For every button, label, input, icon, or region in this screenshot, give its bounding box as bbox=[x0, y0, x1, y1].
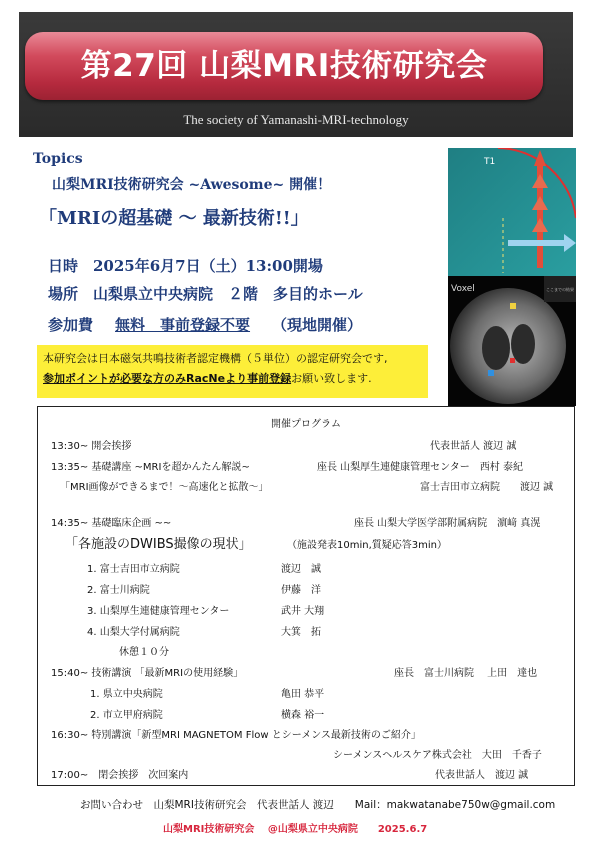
event-date: 日時 2025年6月7日（土）13:00開場 bbox=[48, 257, 323, 275]
footer-organizer: 山梨MRI技術研究会 @山梨県立中央病院 2025.6.7 bbox=[163, 824, 428, 835]
program-session-note: （施設発表10min,質疑応答3min） bbox=[287, 540, 447, 551]
notice-line1: 本研究会は日本磁気共鳴技術者認定機構（５単位）の認定研究会です, bbox=[43, 352, 388, 365]
program-presenter: 渡辺 誠 bbox=[281, 564, 321, 575]
program-speaker: 代表世話人 渡辺 誠 bbox=[435, 770, 529, 781]
notice-box bbox=[37, 345, 428, 398]
program-speaker: 富士吉田市立病院 渡辺 誠 bbox=[420, 482, 554, 493]
program-item: 13:30~ 開会挨拶 bbox=[51, 441, 132, 452]
mri-illustration bbox=[448, 148, 576, 406]
notice-request: お願い致します. bbox=[291, 372, 372, 385]
program-item: 17:00~ 閉会挨拶 次回案内 bbox=[51, 770, 189, 781]
fee-note: （現地開催） bbox=[272, 316, 363, 334]
fee-free: 無料 事前登録不要 bbox=[115, 316, 251, 334]
program-speaker: 代表世話人 渡辺 誠 bbox=[430, 441, 517, 452]
program-presenter: 亀田 恭平 bbox=[281, 689, 325, 700]
program-presenter-org: 1. 富士吉田市立病院 bbox=[87, 564, 180, 575]
program-box bbox=[37, 406, 575, 786]
mri-image-collage bbox=[448, 148, 576, 406]
program-presenter: 大箕 拓 bbox=[281, 627, 321, 638]
topics-label: Topics bbox=[33, 151, 83, 167]
footer-contact: お問い合わせ 山梨MRI技術研究会 代表世話人 渡辺 Mail：makwatanabe750w@gmail.com bbox=[80, 799, 556, 811]
program-chair: 座長 富士川病院 上田 達也 bbox=[394, 668, 538, 679]
small-image-label: ここまでの結果 bbox=[546, 287, 574, 292]
program-presenter-org: 3. 山梨厚生連健康管理センター bbox=[87, 606, 230, 617]
event-place: 場所 山梨県立中央病院 ２階 多目的ホール bbox=[48, 285, 363, 303]
program-item: 13:35~ 基礎講座 ~MRIを超かんたん解説~ bbox=[51, 462, 250, 473]
program-presenter-org: 2. 富士川病院 bbox=[87, 585, 150, 596]
t1-panel bbox=[448, 148, 576, 276]
program-presenter: 横森 裕一 bbox=[281, 710, 325, 721]
program-item: 14:35~ 基礎臨床企画 ~~ bbox=[51, 518, 172, 529]
program-item: 16:30~ 特別講演「新型MRI MAGNETOM Flow とシーメンス最新技術のご紹介」 bbox=[51, 730, 421, 741]
page-subtitle: The society of Yamanashi-MRI-technology bbox=[183, 112, 409, 127]
voxel-label: Voxel bbox=[451, 284, 475, 294]
program-presenter: 伊藤 洋 bbox=[281, 585, 321, 596]
notice-line2 bbox=[43, 369, 428, 389]
program-item: 15:40~ 技術講演 「最新MRIの使用経験」 bbox=[51, 668, 244, 679]
program-heading: 開催プログラム bbox=[271, 419, 341, 430]
notice-registration: 参加ポイントが必要な方のみRacNeより事前登録 bbox=[43, 372, 292, 385]
program-chair: 座長 山梨大学医学部附属病院 濵﨑 真滉 bbox=[354, 518, 541, 529]
page-title: 第27回 山梨MRI技術研究会 bbox=[80, 48, 488, 84]
t1-label: T1 bbox=[484, 157, 496, 167]
topics-line2: 「MRIの超基礎 〜 最新技術!!」 bbox=[39, 208, 309, 229]
program-session-title: 「各施設のDWIBS撮像の現状」 bbox=[65, 537, 252, 552]
program-presenter: 武井 大翔 bbox=[281, 606, 325, 617]
program-chair: 座長 山梨厚生連健康管理センター 西村 泰紀 bbox=[317, 462, 523, 473]
program-presenter-org: 2. 市立甲府病院 bbox=[90, 710, 163, 721]
program-presenter-org: 4. 山梨大学付属病院 bbox=[87, 627, 180, 638]
topics-line1: 山梨MRI技術研究会 ~Awesome~ 開催！ bbox=[52, 177, 332, 193]
program-speaker: シーメンスヘルスケア株式会社 大田 千香子 bbox=[333, 750, 542, 761]
fee-label: 参加費 bbox=[48, 316, 94, 334]
program-presenter-org: 1. 県立中央病院 bbox=[90, 689, 163, 700]
program-item: 「MRI画像ができるまで！〜高速化と拡散〜」 bbox=[60, 482, 269, 493]
program-break: 休憩１０分 bbox=[119, 647, 169, 658]
event-fee bbox=[48, 314, 362, 335]
